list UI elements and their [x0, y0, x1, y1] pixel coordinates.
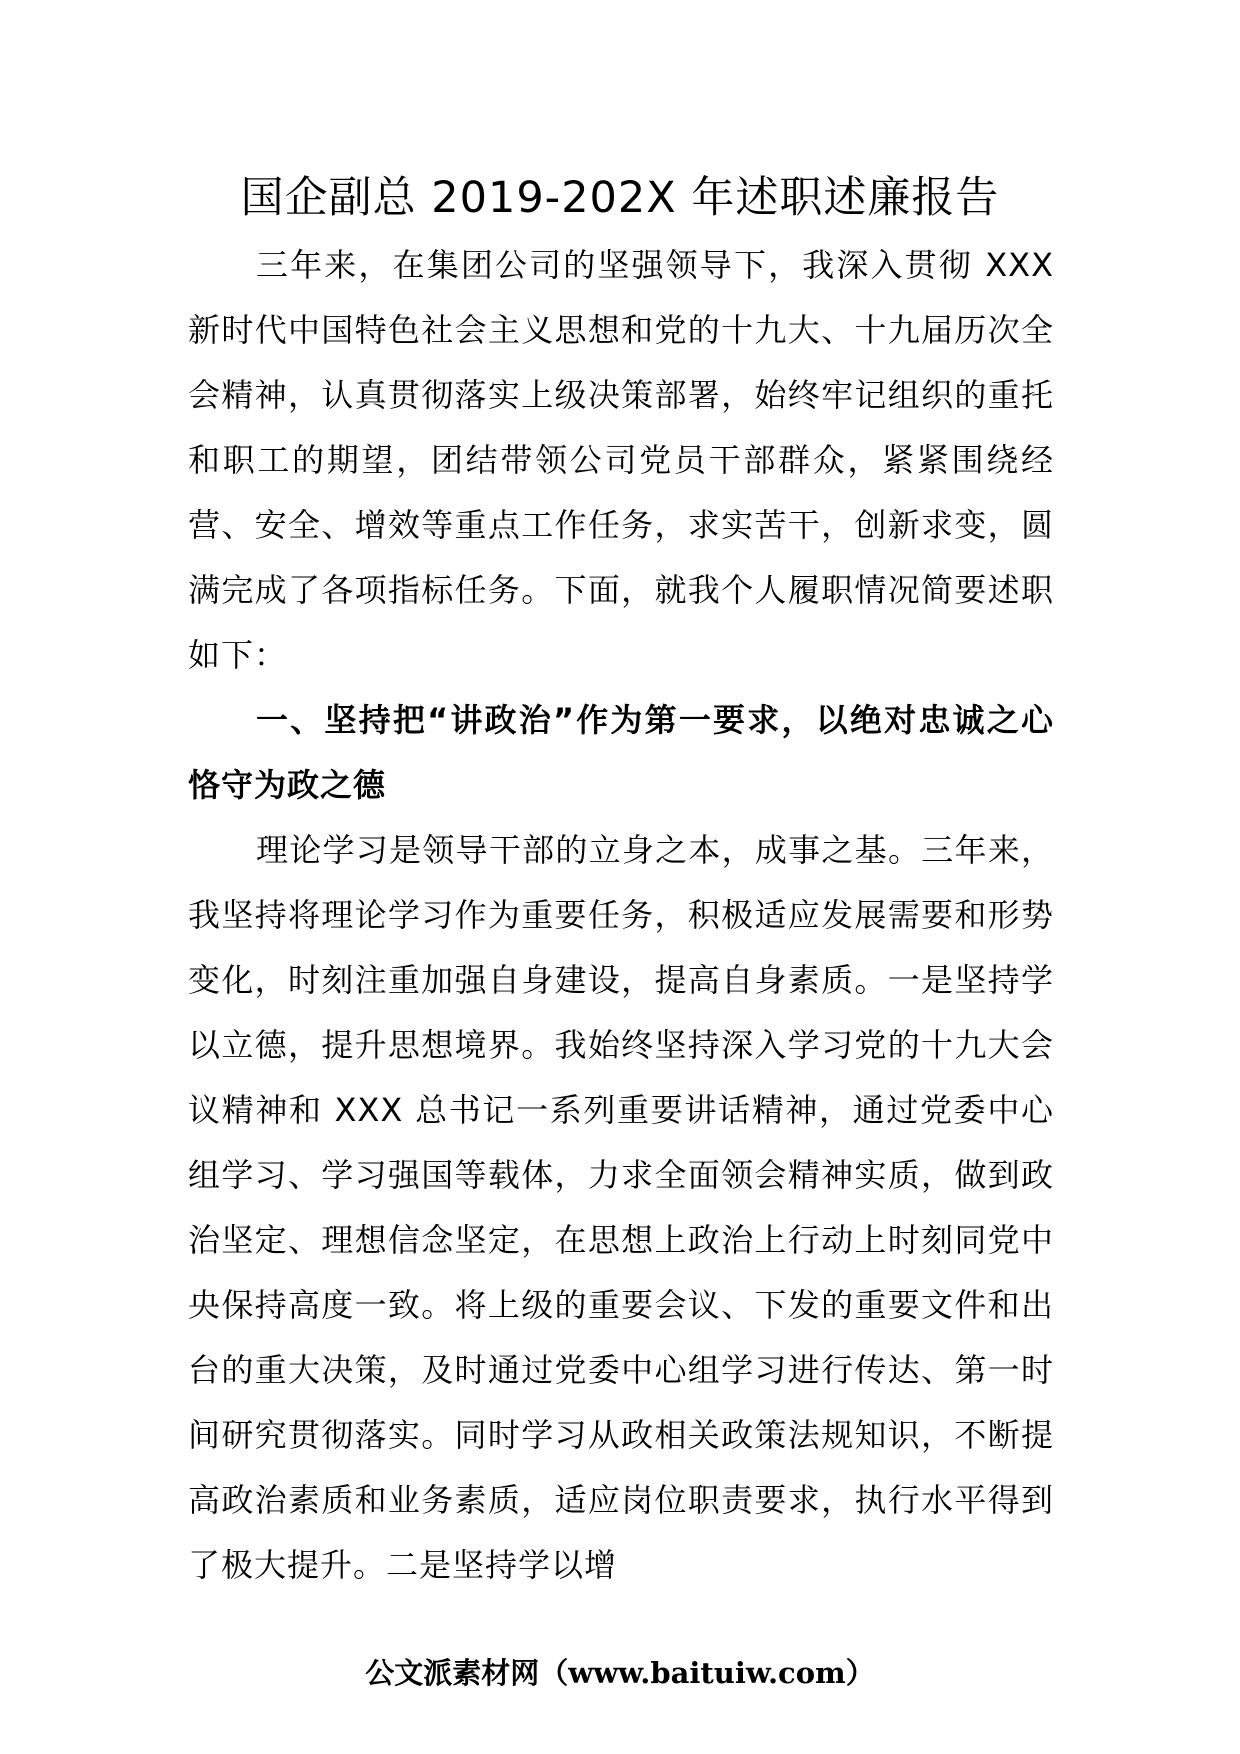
footer-watermark: 公文派素材网（www.baituiw.com）	[365, 1656, 875, 1690]
section-heading-1: 一、坚持把“讲政治”作为第一要求，以绝对忠诚之心恪守为政之德	[188, 701, 1054, 804]
body-paragraph-1: 理论学习是领导干部的立身之本，成事之基。三年来，我坚持将理论学习作为重要任务，积极适应发展需要和形势变化，时刻注重加强自身建设，提高自身素质。一是坚持学以立德，提升思想境界。我始终坚持深入学习党的十九大会议精神和 XXX 总书记一系列重要讲话精神，通过党委中心组学习、学习强国等载体，力求全面领会精神实质，做到政治坚定、理想信念坚定，在思想上政治上行动上时刻同党中央保持高度一致。将上级的重要会议、下发的重要文件和出台的重大决策，及时通过党委中心组学习进行传达、第一时间研究贯彻落实。同时学习从政相关政策法规知识，不断提高政治素质和业务素质，适应岗位职责要求，执行水平得到了极大提升。二是坚持学以增	[188, 831, 1054, 1584]
document-body	[188, 233, 1054, 1598]
intro-paragraph: 三年来，在集团公司的坚强领导下，我深入贯彻 XXX 新时代中国特色社会主义思想和党的十九大、十九届历次全会精神，认真贯彻落实上级决策部署，始终牢记组织的重托和职工的期望，团结带领公司党员干部群众，紧紧围绕经营、安全、增效等重点工作任务，求实苦干，创新求变，圆满完成了各项指标任务。下面，就我个人履职情况简要述职如下：	[188, 246, 1054, 674]
document-title: 国企副总 2019-202X 年述职述廉报告	[240, 173, 1000, 223]
